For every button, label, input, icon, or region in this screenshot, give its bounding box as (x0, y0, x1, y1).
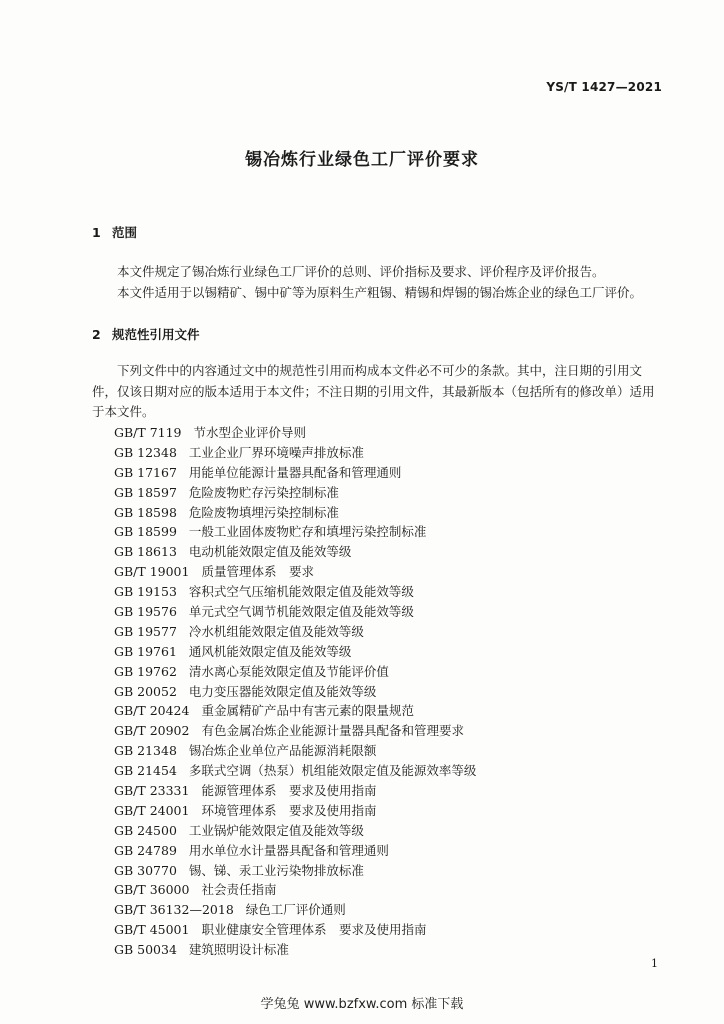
reference-item (114, 741, 476, 761)
reference-code: GB/T 7119 (114, 425, 182, 440)
reference-title: 重金属精矿产品中有害元素的限量规范 (201, 703, 414, 719)
reference-item (114, 662, 476, 682)
paragraph: 本文件规定了锡冶炼行业绿色工厂评价的总则、评价指标及要求、评价程序及评价报告。 (117, 264, 605, 279)
section-title: 规范性引用文件 (112, 327, 200, 342)
reference-title: 质量管理体系 要求 (201, 564, 314, 580)
reference-title: 用水单位水计量器具配备和管理通则 (188, 842, 389, 858)
reference-code: GB 21348 (114, 743, 177, 759)
page-number: 1 (651, 957, 658, 970)
reference-item (114, 542, 476, 562)
reference-code: GB 20052 (114, 683, 177, 699)
reference-item (114, 920, 476, 940)
reference-code: GB 19153 (114, 584, 177, 600)
reference-item (114, 602, 476, 622)
reference-title: 职业健康安全管理体系 要求及使用指南 (201, 922, 427, 938)
reference-item (114, 642, 476, 662)
watermark-footer: 学兔兔 www.bzfxw.com 标准下载 (260, 997, 464, 1012)
reference-item (114, 861, 476, 881)
reference-title: 用能单位能源计量器具配备和管理通则 (188, 464, 402, 480)
section-number: 2 (92, 327, 101, 342)
reference-code: GB/T 36000 (114, 882, 190, 898)
reference-item (114, 483, 476, 503)
reference-item (114, 940, 476, 960)
reference-item (114, 423, 476, 443)
reference-code: GB 19761 (114, 643, 177, 659)
standard-number: YS/T 1427—2021 (546, 80, 662, 94)
reference-item (114, 841, 476, 861)
reference-title: 社会责任指南 (201, 882, 277, 898)
reference-item (114, 463, 476, 483)
reference-item (114, 562, 476, 582)
reference-item (114, 781, 476, 801)
reference-title: 绿色工厂评价通则 (245, 902, 346, 918)
paragraph: 本文件适用于以锡精矿、锡中矿等为原料生产粗锡、精锡和焊锡的锡冶炼企业的绿色工厂评价。 (117, 284, 643, 300)
reference-item (114, 801, 476, 821)
reference-item (114, 880, 476, 900)
reference-title: 能源管理体系 要求及使用指南 (201, 783, 377, 799)
reference-code: GB 30770 (114, 862, 177, 878)
reference-code: GB 19762 (114, 663, 177, 679)
reference-code: GB/T 20424 (114, 703, 190, 719)
reference-title: 电力变压器能效限定值及能效等级 (188, 683, 377, 699)
document-title: 锡冶炼行业绿色工厂评价要求 (245, 150, 479, 170)
reference-title: 工业锅炉能效限定值及能效等级 (188, 822, 364, 838)
reference-code: GB/T 23331 (114, 783, 190, 799)
reference-code: GB/T 24001 (114, 802, 190, 818)
reference-title: 清水离心泵能效限定值及节能评价值 (188, 663, 389, 679)
reference-code: GB 18613 (114, 544, 177, 560)
reference-title: 电动机能效限定值及能效等级 (188, 544, 352, 560)
reference-code: GB 18599 (114, 524, 177, 540)
reference-list (114, 423, 476, 960)
reference-code: GB/T 45001 (114, 922, 190, 938)
reference-item (114, 582, 476, 602)
reference-title: 多联式空调（热泵）机组能效限定值及能源效率等级 (188, 763, 477, 779)
section-1-heading (92, 223, 137, 241)
section-2-heading (92, 325, 200, 343)
section-title: 范围 (112, 225, 138, 240)
reference-title: 节水型企业评价导则 (193, 425, 307, 440)
reference-title: 冷水机组能效限定值及能效等级 (188, 623, 364, 639)
reference-code: GB 21454 (114, 763, 177, 779)
reference-item (114, 503, 476, 523)
reference-code: GB 17167 (114, 464, 177, 480)
reference-item (114, 900, 476, 920)
reference-title: 工业企业厂界环境噪声排放标准 (188, 444, 364, 460)
reference-title: 锡冶炼企业单位产品能源消耗限额 (188, 743, 377, 759)
reference-code: GB 18597 (114, 484, 177, 500)
reference-code: GB/T 19001 (114, 564, 190, 580)
section-number: 1 (92, 225, 101, 240)
reference-code: GB 50034 (114, 942, 177, 958)
reference-item (114, 622, 476, 642)
reference-item (114, 761, 476, 781)
reference-title: 一般工业固体废物贮存和填埋污染控制标准 (188, 524, 427, 540)
reference-code: GB 12348 (114, 444, 177, 460)
reference-title: 危险废物填埋污染控制标准 (188, 504, 339, 520)
reference-item (114, 682, 476, 702)
reference-title: 通风机能效限定值及能效等级 (188, 643, 352, 659)
section-2-intro (92, 361, 664, 423)
reference-code: GB 19577 (114, 623, 177, 639)
reference-title: 环境管理体系 要求及使用指南 (201, 802, 377, 818)
reference-title: 锡、锑、汞工业污染物排放标准 (188, 862, 364, 878)
reference-code: GB/T 36132—2018 (114, 902, 234, 918)
reference-item (114, 701, 476, 721)
reference-item (114, 821, 476, 841)
reference-title: 有色金属冶炼企业能源计量器具配备和管理要求 (201, 723, 464, 739)
reference-title: 单元式空气调节机能效限定值及能效等级 (188, 604, 414, 620)
reference-item (114, 522, 476, 542)
reference-title: 建筑照明设计标准 (188, 942, 289, 958)
reference-code: GB/T 20902 (114, 723, 190, 739)
reference-code: GB 24789 (114, 842, 177, 858)
reference-item (114, 443, 476, 463)
section-1-body (92, 262, 664, 303)
reference-title: 容积式空气压缩机能效限定值及能效等级 (188, 584, 414, 600)
reference-code: GB 18598 (114, 504, 177, 520)
reference-item (114, 721, 476, 741)
reference-title: 危险废物贮存污染控制标准 (188, 484, 339, 500)
reference-code: GB 24500 (114, 822, 177, 838)
reference-code: GB 19576 (114, 604, 177, 620)
paragraph: 下列文件中的内容通过文中的规范性引用而构成本文件必不可少的条款。其中，注日期的引用文件，仅该日期对应的版本适用于本文件；不注日期的引用文件，其最新版本（包括所有的修改单）适用于本文件。 (92, 363, 655, 419)
